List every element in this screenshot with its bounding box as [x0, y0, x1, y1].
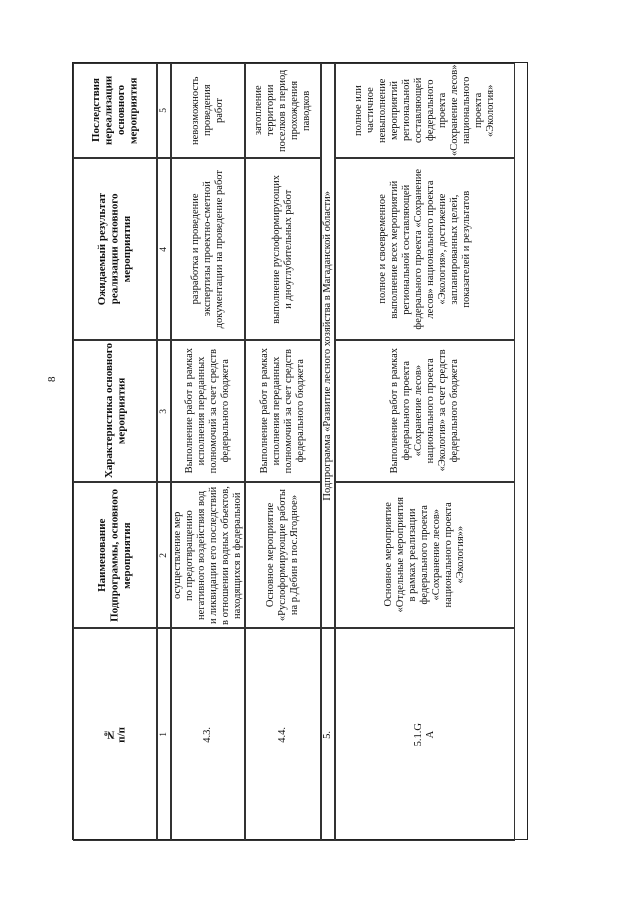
- row-5-1-result: полное и своевременное выполнение всех мероприятий региональной составляющей федерального проекта «Сохранение лесов» национального проекта «Экология», достижение запланированных целей, показателей и результатов: [335, 158, 515, 340]
- column-number-1: 1: [157, 628, 171, 841]
- row-4-4-num: 4.4.: [245, 628, 321, 841]
- column-number-4: 4: [157, 158, 171, 340]
- row-4-3-name: осуществление мер по предотвращению негативного воздействия вод и ликвидации его последствий в отношении водных объектов, находящихся в федеральной: [171, 482, 245, 628]
- page-number: 8: [46, 376, 58, 382]
- row-4-3-result: разработка и проведение экспертизы проектно-сметной документации на проведение работ: [171, 158, 245, 340]
- row-4-3-num: 4.3.: [171, 628, 245, 841]
- row-4-4-name: Основное мероприятие «Руслоформирующие работы на р.Дебин в пос.Ягодное»: [245, 482, 321, 628]
- header-characteristic: Характеристика основного мероприятия: [73, 340, 157, 482]
- row-5-1-characteristic: Выполнение работ в рамках федерального проекта «Сохранение лесов» национального проекта «Экология» за счет средств федерального бюджета: [335, 340, 515, 482]
- column-number-3: 3: [157, 340, 171, 482]
- header-name: Наименование Подпрограммы, основного мероприятия: [73, 482, 157, 628]
- row-4-3-consequence: невозможность проведения работ: [171, 63, 245, 158]
- row-5-1-consequence: полное или частичное невыполнение мероприятий региональной составляющей федерального проекта «Сохранение лесов» национального проекта «Экология»: [335, 63, 515, 158]
- subprogram-num: 5.: [321, 628, 335, 841]
- measures-table: [72, 62, 528, 840]
- subprogram-title: Подпрограмма «Развитие лесного хозяйства в Магаданской области»: [321, 63, 335, 628]
- column-number-5: 5: [157, 63, 171, 158]
- row-4-4-result: выполнение руслоформирующих и дноуглубительных работ: [245, 158, 321, 340]
- row-5-1-name: Основное мероприятие «Отдельные мероприятия в рамках реализации федерального проекта «Сохранение лесов» национального проекта «Экология»»: [335, 482, 515, 628]
- header-result: Ожидаемый результат реализации основного мероприятия: [73, 158, 157, 340]
- row-4-3-characteristic: Выполнение работ в рамках исполнения переданных полномочий за счет средств федерального бюджета: [171, 340, 245, 482]
- column-number-2: 2: [157, 482, 171, 628]
- row-5-1-num: 5.1.G A: [335, 628, 515, 841]
- row-4-4-characteristic: Выполнение работ в рамках исполнения переданных полномочий за счет средств федерального бюджета: [245, 340, 321, 482]
- header-num: № п/п: [73, 628, 157, 841]
- header-consequence: Последствия нереализации основного мероприятия: [73, 63, 157, 158]
- row-4-4-consequence: затопление территории поселков в период прохождения паводков: [245, 63, 321, 158]
